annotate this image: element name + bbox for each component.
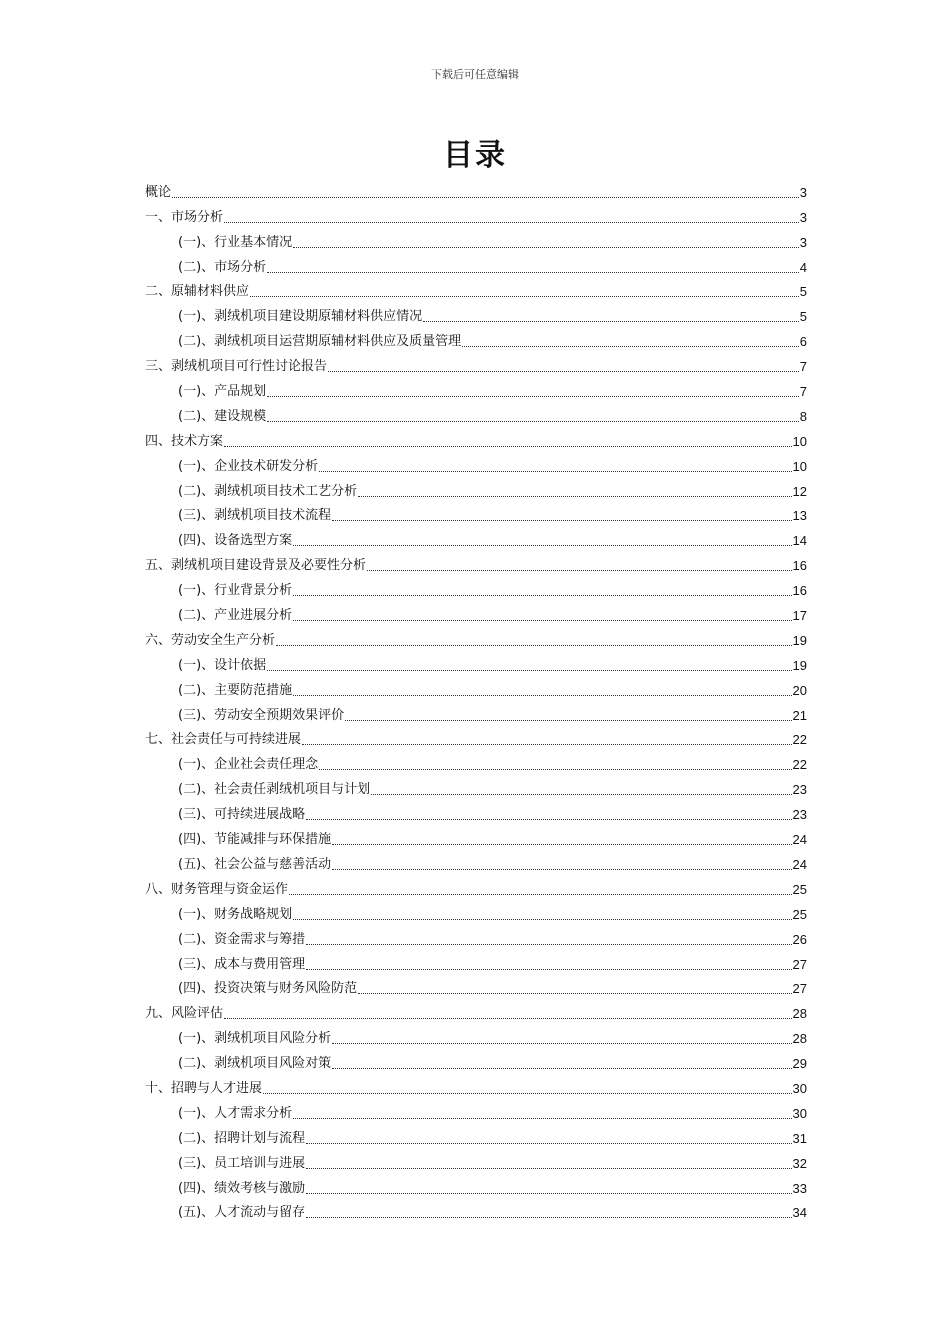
toc-dot-leader (267, 670, 791, 671)
toc-entry-page: 25 (792, 906, 807, 922)
toc-entry[interactable] (145, 501, 807, 526)
toc-dot-leader (302, 744, 792, 745)
toc-entry-page: 21 (792, 707, 807, 723)
toc-entry-page: 22 (792, 732, 807, 748)
toc-entry[interactable] (145, 799, 807, 824)
toc-entry-label: (三)、劳动安全预期效果评价 (178, 707, 345, 723)
toc-entry-label: (二)、剥绒机项目技术工艺分析 (178, 483, 358, 499)
toc-entry-page: 16 (792, 583, 807, 599)
toc-dot-leader (250, 296, 799, 297)
toc-entry-label: (一)、企业技术研发分析 (178, 458, 319, 474)
toc-entry-page: 23 (792, 782, 807, 798)
toc-entry-page: 23 (792, 807, 807, 823)
toc-entry-page: 30 (792, 1105, 807, 1121)
toc-dot-leader (293, 595, 791, 596)
toc-entry-label: (四)、投资决策与财务风险防范 (178, 981, 358, 997)
toc-entry[interactable] (145, 277, 807, 302)
toc-dot-leader (332, 1043, 791, 1044)
toc-entry[interactable] (145, 326, 807, 351)
toc-entry-page: 28 (792, 1006, 807, 1022)
toc-entry-label: 六、劳动安全生产分析 (145, 632, 276, 648)
toc-entry-label: (二)、社会责任剥绒机项目与计划 (178, 782, 371, 798)
toc-dot-leader (293, 695, 791, 696)
toc-entry-label: (一)、财务战略规划 (178, 906, 293, 922)
toc-dot-leader (332, 844, 791, 845)
toc-dot-leader (306, 969, 791, 970)
toc-dot-leader (224, 222, 799, 223)
toc-entry[interactable] (145, 974, 807, 999)
toc-entry[interactable] (145, 700, 807, 725)
toc-entry-page: 10 (792, 458, 807, 474)
toc-dot-leader (306, 944, 791, 945)
toc-entry-label: (二)、主要防范措施 (178, 682, 293, 698)
toc-entry-page: 29 (792, 1056, 807, 1072)
toc-dot-leader (423, 321, 799, 322)
toc-entry[interactable] (145, 749, 807, 774)
toc-entry[interactable] (145, 924, 807, 949)
toc-entry[interactable] (145, 426, 807, 451)
toc-entry-label: (二)、剥绒机项目风险对策 (178, 1056, 332, 1072)
header-note: 下载后可任意编辑 (431, 68, 519, 81)
toc-entry[interactable] (145, 1073, 807, 1098)
toc-entry[interactable] (145, 202, 807, 227)
toc-entry-label: (一)、行业背景分析 (178, 583, 293, 599)
toc-entry-page: 34 (792, 1205, 807, 1221)
toc-entry-label: 十、招聘与人才进展 (145, 1080, 263, 1096)
toc-entry-page: 14 (792, 533, 807, 549)
toc-entry[interactable] (145, 774, 807, 799)
toc-entry[interactable] (145, 1123, 807, 1148)
toc-dot-leader (267, 396, 799, 397)
toc-entry-page: 19 (792, 632, 807, 648)
toc-entry-page: 4 (799, 259, 807, 275)
toc-entry-label: 概论 (145, 184, 172, 200)
toc-entry-page: 24 (792, 856, 807, 872)
toc-entry-label: (一)、剥绒机项目建设期原辅材料供应情况 (178, 309, 423, 325)
toc-dot-leader (267, 272, 799, 273)
toc-dot-leader (319, 769, 791, 770)
toc-dot-leader (267, 421, 799, 422)
toc-entry[interactable] (145, 401, 807, 426)
toc-entry[interactable] (145, 301, 807, 326)
toc-dot-leader (276, 645, 792, 646)
toc-entry[interactable] (145, 998, 807, 1023)
toc-dot-leader (332, 1068, 791, 1069)
toc-entry[interactable] (145, 525, 807, 550)
toc-entry[interactable] (145, 1148, 807, 1173)
toc-entry-page: 32 (792, 1155, 807, 1171)
toc-entry-label: (一)、产品规划 (178, 384, 267, 400)
toc-entry[interactable] (145, 1198, 807, 1223)
toc-entry-label: 一、市场分析 (145, 209, 224, 225)
toc-entry-page: 27 (792, 956, 807, 972)
toc-dot-leader (371, 794, 791, 795)
toc-entry-label: (二)、剥绒机项目运营期原辅材料供应及质量管理 (178, 334, 462, 350)
toc-entry-page: 16 (792, 558, 807, 574)
toc-dot-leader (345, 720, 791, 721)
toc-dot-leader (332, 520, 791, 521)
toc-entry-label: (一)、设计依据 (178, 657, 267, 673)
toc-dot-leader (263, 1093, 792, 1094)
toc-entry[interactable] (145, 575, 807, 600)
toc-entry-label: 七、社会责任与可持续进展 (145, 732, 302, 748)
toc-entry-label: (二)、市场分析 (178, 259, 267, 275)
toc-entry[interactable] (145, 177, 807, 202)
toc-entry-page: 3 (799, 209, 807, 225)
toc-entry-label: (一)、剥绒机项目风险分析 (178, 1031, 332, 1047)
toc-entry[interactable] (145, 650, 807, 675)
toc-entry-label: 二、原辅材料供应 (145, 284, 250, 300)
toc-dot-leader (293, 247, 799, 248)
toc-dot-leader (306, 1193, 791, 1194)
toc-dot-leader (224, 1018, 792, 1019)
toc-entry-page: 8 (799, 408, 807, 424)
toc-entry-label: (五)、人才流动与留存 (178, 1205, 306, 1221)
toc-entry-label: (二)、资金需求与筹措 (178, 931, 306, 947)
toc-entry[interactable] (145, 874, 807, 899)
toc-dot-leader (306, 1168, 791, 1169)
toc-dot-leader (462, 346, 799, 347)
toc-entry[interactable] (145, 1023, 807, 1048)
toc-entry[interactable] (145, 451, 807, 476)
toc-entry-page: 25 (792, 881, 807, 897)
toc-entry-label: 八、财务管理与资金运作 (145, 881, 289, 897)
toc-entry[interactable] (145, 351, 807, 376)
toc-title: 目录 (443, 138, 507, 173)
toc-entry-page: 10 (792, 433, 807, 449)
toc-entry-label: (三)、可持续进展战略 (178, 807, 306, 823)
toc-entry-label: 四、技术方案 (145, 433, 224, 449)
toc-entry-label: (四)、节能减排与环保措施 (178, 832, 332, 848)
toc-dot-leader (306, 819, 791, 820)
toc-entry-page: 17 (792, 608, 807, 624)
toc-entry-page: 6 (799, 334, 807, 350)
toc-entry-label: 五、剥绒机项目建设背景及必要性分析 (145, 558, 367, 574)
toc-dot-leader (172, 197, 799, 198)
toc-entry-label: (四)、设备选型方案 (178, 533, 293, 549)
toc-entry[interactable] (145, 550, 807, 575)
toc-entry[interactable] (145, 227, 807, 252)
toc-dot-leader (332, 869, 791, 870)
toc-entry[interactable] (145, 849, 807, 874)
toc-entry-label: 九、风险评估 (145, 1006, 224, 1022)
toc-dot-leader (358, 993, 791, 994)
toc-entry[interactable] (145, 899, 807, 924)
toc-entry[interactable] (145, 625, 807, 650)
toc-entry-page: 20 (792, 682, 807, 698)
toc-entry[interactable] (145, 600, 807, 625)
toc-entry-label: (一)、人才需求分析 (178, 1105, 293, 1121)
toc-entry[interactable] (145, 725, 807, 750)
toc-entry-label: 三、剥绒机项目可行性讨论报告 (145, 359, 328, 375)
toc-entry-label: (三)、员工培训与进展 (178, 1155, 306, 1171)
toc-entry[interactable] (145, 476, 807, 501)
toc-dot-leader (289, 894, 792, 895)
toc-entry-label: (一)、企业社会责任理念 (178, 757, 319, 773)
toc-entry-page: 7 (799, 384, 807, 400)
toc-dot-leader (358, 496, 791, 497)
toc-entry-page: 28 (792, 1031, 807, 1047)
toc-entry[interactable] (145, 949, 807, 974)
toc-entry[interactable] (145, 252, 807, 277)
toc-entry-page: 12 (792, 483, 807, 499)
toc-entry[interactable] (145, 675, 807, 700)
toc-entry-label: (三)、剥绒机项目技术流程 (178, 508, 332, 524)
toc-entry-page: 5 (799, 309, 807, 325)
toc-entry[interactable] (145, 1048, 807, 1073)
toc-dot-leader (319, 471, 791, 472)
toc-entry-page: 22 (792, 757, 807, 773)
toc-entry-page: 7 (799, 359, 807, 375)
toc-entry-label: (二)、建设规模 (178, 408, 267, 424)
toc-dot-leader (293, 919, 791, 920)
toc-entry-label: (二)、招聘计划与流程 (178, 1130, 306, 1146)
toc-entry-page: 3 (799, 234, 807, 250)
toc-dot-leader (306, 1143, 791, 1144)
toc-dot-leader (293, 545, 791, 546)
toc-entry[interactable] (145, 1098, 807, 1123)
toc-entry-page: 13 (792, 508, 807, 524)
toc-entry-page: 26 (792, 931, 807, 947)
toc-entry[interactable] (145, 824, 807, 849)
toc-entry-page: 27 (792, 981, 807, 997)
toc-entry-page: 3 (799, 184, 807, 200)
table-of-contents (145, 177, 807, 1222)
toc-entry-label: (二)、产业进展分析 (178, 608, 293, 624)
toc-dot-leader (328, 371, 799, 372)
toc-entry-page: 30 (792, 1080, 807, 1096)
toc-entry-page: 33 (792, 1180, 807, 1196)
toc-dot-leader (293, 1118, 791, 1119)
toc-dot-leader (224, 446, 792, 447)
toc-entry-page: 19 (792, 657, 807, 673)
toc-dot-leader (306, 1217, 791, 1218)
toc-entry[interactable] (145, 376, 807, 401)
toc-entry-label: (四)、绩效考核与激励 (178, 1180, 306, 1196)
toc-entry-label: (三)、成本与费用管理 (178, 956, 306, 972)
toc-dot-leader (293, 620, 791, 621)
toc-entry-label: (五)、社会公益与慈善活动 (178, 856, 332, 872)
toc-entry-label: (一)、行业基本情况 (178, 234, 293, 250)
toc-dot-leader (367, 570, 792, 571)
toc-entry[interactable] (145, 1173, 807, 1198)
toc-entry-page: 31 (792, 1130, 807, 1146)
toc-entry-page: 24 (792, 832, 807, 848)
toc-entry-page: 5 (799, 284, 807, 300)
